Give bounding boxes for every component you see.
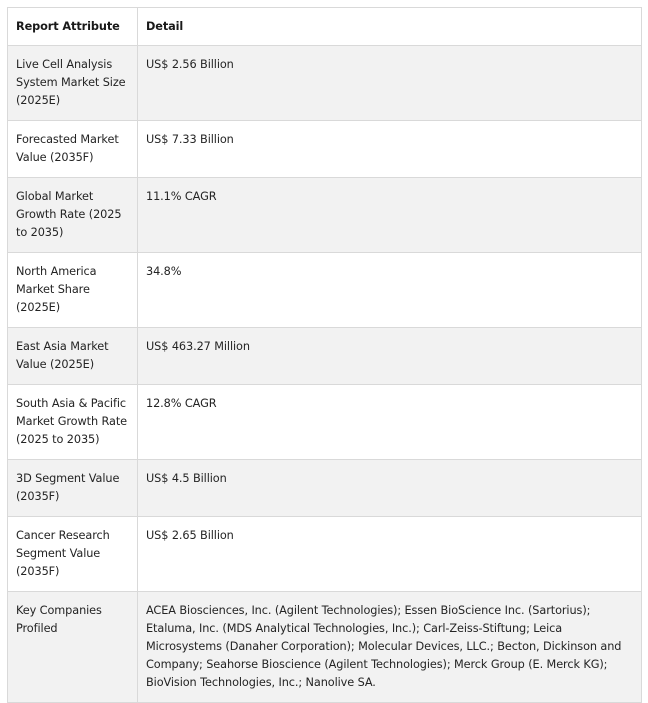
table-row xyxy=(8,46,642,121)
row-detail: US$ 463.27 Million xyxy=(138,328,642,385)
table-row xyxy=(8,121,642,178)
row-attribute: Global Market Growth Rate (2025 to 2035) xyxy=(8,178,138,253)
row-attribute: Cancer Research Segment Value (2035F) xyxy=(8,517,138,592)
row-detail: 12.8% CAGR xyxy=(138,385,642,460)
row-detail: US$ 4.5 Billion xyxy=(138,460,642,517)
table-row xyxy=(8,517,642,592)
row-detail: 11.1% CAGR xyxy=(138,178,642,253)
table-row xyxy=(8,253,642,328)
row-detail: US$ 7.33 Billion xyxy=(138,121,642,178)
row-attribute: Forecasted Market Value (2035F) xyxy=(8,121,138,178)
row-attribute: South Asia & Pacific Market Growth Rate (2025 to 2035) xyxy=(8,385,138,460)
table-row xyxy=(8,592,642,703)
table-row xyxy=(8,385,642,460)
row-attribute: Live Cell Analysis System Market Size (2025E) xyxy=(8,46,138,121)
row-detail: 34.8% xyxy=(138,253,642,328)
row-attribute: 3D Segment Value (2035F) xyxy=(8,460,138,517)
report-attributes-table xyxy=(7,7,642,703)
row-attribute: East Asia Market Value (2025E) xyxy=(8,328,138,385)
table-row xyxy=(8,328,642,385)
row-detail: ACEA Biosciences, Inc. (Agilent Technologies); Essen BioScience Inc. (Sartorius); Etaluma, Inc. (MDS Analytical Technologies, Inc.); Carl-Zeiss-Stiftung; Leica Microsystems (Danaher Corporation); Molecular Devices, LLC.; Becton, Dickinson and Company; Seahorse Bioscience (Agilent Technologies); Merck Group (E. Merck KG); BioVision Technologies, Inc.; Nanolive SA. xyxy=(138,592,642,703)
table-row xyxy=(8,178,642,253)
table-header-row xyxy=(8,8,642,46)
report-attributes-table-container xyxy=(7,7,641,703)
row-detail: US$ 2.56 Billion xyxy=(138,46,642,121)
row-attribute: Key Companies Profiled xyxy=(8,592,138,703)
table-row xyxy=(8,460,642,517)
row-detail: US$ 2.65 Billion xyxy=(138,517,642,592)
header-detail: Detail xyxy=(138,8,642,46)
row-attribute: North America Market Share (2025E) xyxy=(8,253,138,328)
header-report-attribute: Report Attribute xyxy=(8,8,138,46)
